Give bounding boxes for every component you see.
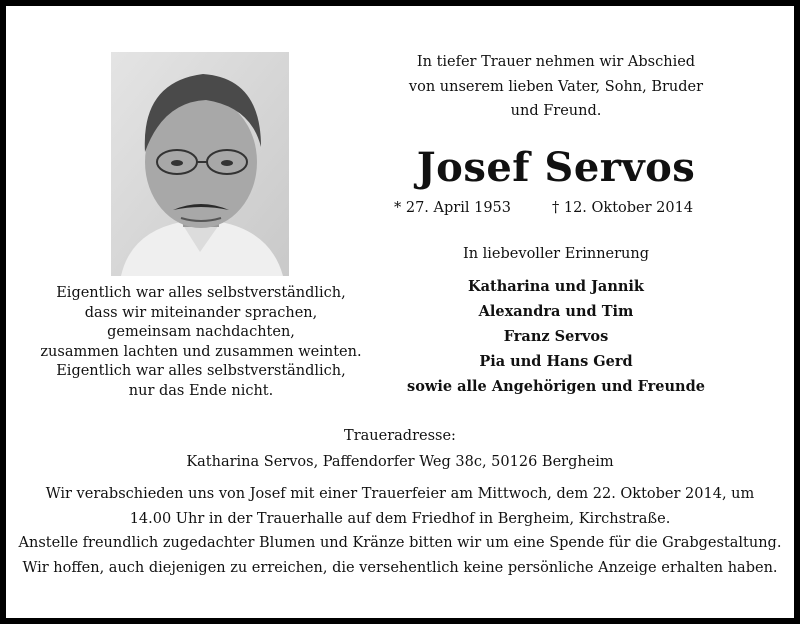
poem-line: nur das Ende nicht. <box>128 382 274 399</box>
poem-line: Eigentlich war alles selbstverständlich, <box>56 285 346 301</box>
info-line: Wir hoffen, auch diejenigen zu erreichen, die versehentlich keine persönliche Anzeige erhalten haben. <box>22 559 778 576</box>
mourner: sowie alle Angehörigen und Freunde <box>407 378 705 395</box>
info-line: Wir verabschieden uns von Josef mit einer Trauerfeier am Mittwoch, dem 22. Oktober 2014, um <box>45 486 755 502</box>
poem-line: gemeinsam nachdachten, <box>107 324 295 340</box>
death-date: † 12. Oktober 2014 <box>552 200 694 216</box>
mourner: Alexandra und Tim <box>478 303 634 320</box>
info-line: Anstelle freundlich zugedachter Blumen und Kränze bitten wir um eine Spende für die Grabgestaltung. <box>18 535 782 551</box>
mourner: Pia und Hans Gerd <box>479 353 633 370</box>
memory-heading: In liebevoller Erinnerung <box>462 246 649 262</box>
address-label: Traueradresse: <box>344 428 456 444</box>
obituary-card <box>6 6 794 618</box>
mourner: Katharina und Jannik <box>468 278 644 295</box>
deceased-name: Josef Servos <box>416 144 696 191</box>
intro-line: von unserem lieben Vater, Sohn, Bruder <box>408 78 704 95</box>
poem-line: Eigentlich war alles selbstverständlich, <box>56 363 346 379</box>
poem-line: dass wir miteinander sprachen, <box>84 304 318 321</box>
poem <box>36 284 366 401</box>
intro-line: In tiefer Trauer nehmen wir Abschied <box>416 54 696 70</box>
service-info <box>6 482 794 580</box>
mourner: Franz Servos <box>503 328 609 345</box>
intro-text <box>356 50 756 124</box>
mourners-list <box>356 274 756 399</box>
birth-date: * 27. April 1953 <box>394 200 511 216</box>
poem-line: zusammen lachten und zusammen weinten. <box>40 343 362 360</box>
portrait-photo <box>111 52 289 276</box>
address: Katharina Servos, Paffendorfer Weg 38c, 50126 Bergheim <box>186 454 614 470</box>
info-line: 14.00 Uhr in der Trauerhalle auf dem Friedhof in Bergheim, Kirchstraße. <box>129 510 671 527</box>
intro-line: und Freund. <box>510 103 602 119</box>
